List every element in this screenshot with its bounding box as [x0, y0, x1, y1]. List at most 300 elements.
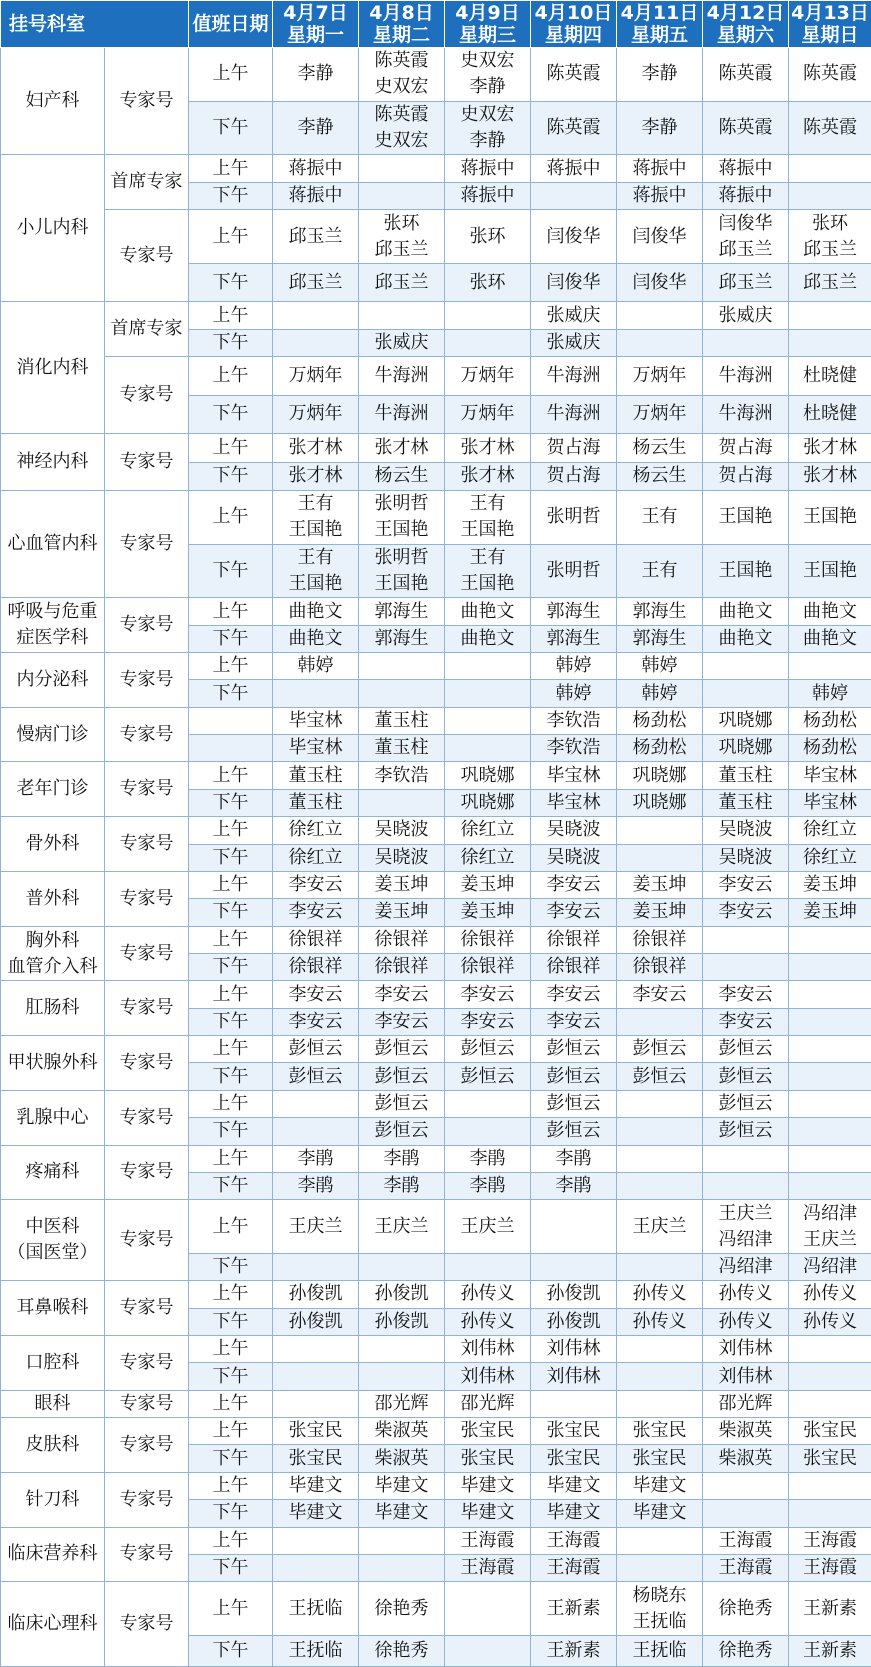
doctor-cell: 张明哲 — [531, 490, 617, 544]
doctor-cell: 杨云生 — [359, 462, 445, 490]
header-dept: 挂号科室 — [1, 1, 189, 48]
doctor-cell: 毕宝林 — [273, 735, 359, 762]
doctor-cell: 张宝民 — [531, 1445, 617, 1472]
doctor-cell: 邵光辉 — [359, 1390, 445, 1417]
doctor-cell — [273, 1554, 359, 1581]
table-row — [1, 1418, 871, 1445]
doctor-cell: 刘伟林 — [445, 1363, 531, 1390]
doctor-cell: 万炳年 — [445, 395, 531, 434]
doctor-cell — [617, 1090, 703, 1117]
doctor-cell: 毕建文 — [273, 1472, 359, 1499]
doctor-cell: 贺占海 — [703, 434, 789, 462]
doctor-cell: 王庆兰 冯绍津 — [703, 1200, 789, 1254]
registration-type: 专家号 — [105, 1281, 189, 1336]
doctor-cell: 杜晓健 — [789, 395, 871, 434]
registration-type: 专家号 — [105, 434, 189, 491]
department-name: 中医科 （国医堂） — [1, 1200, 105, 1281]
department-name: 普外科 — [1, 871, 105, 926]
doctor-cell: 李静 — [617, 48, 703, 102]
doctor-cell: 张宝民 — [789, 1445, 871, 1472]
doctor-cell: 柴淑英 — [359, 1418, 445, 1445]
registration-type: 专家号 — [105, 48, 189, 155]
doctor-cell: 彭恒云 — [703, 1118, 789, 1145]
doctor-cell — [789, 329, 871, 356]
doctor-cell — [445, 1118, 531, 1145]
header-day-date: 4月11日 — [620, 2, 699, 24]
doctor-cell: 牛海洲 — [359, 395, 445, 434]
period-label: 下午 — [189, 1008, 273, 1035]
doctor-cell: 张宝民 — [617, 1445, 703, 1472]
doctor-cell: 毕宝林 — [531, 762, 617, 789]
doctor-cell: 张宝民 — [789, 1418, 871, 1445]
doctor-cell: 郭海生 — [531, 598, 617, 625]
doctor-cell: 徐艳秀 — [703, 1582, 789, 1636]
doctor-cell: 曲艳文 — [273, 625, 359, 652]
doctor-cell: 李安云 — [703, 871, 789, 898]
table-row — [1, 210, 871, 264]
doctor-cell: 邵光辉 — [445, 1390, 531, 1417]
doctor-cell: 李安云 — [703, 981, 789, 1008]
doctor-cell — [703, 680, 789, 707]
registration-type: 专家号 — [105, 357, 189, 434]
doctor-cell: 毕建文 — [445, 1500, 531, 1527]
doctor-cell: 蒋振中 — [531, 155, 617, 182]
doctor-cell — [617, 817, 703, 844]
period-label: 下午 — [189, 1118, 273, 1145]
doctor-cell: 董玉柱 — [703, 789, 789, 816]
doctor-cell: 刘伟林 — [531, 1363, 617, 1390]
doctor-cell — [789, 302, 871, 329]
doctor-cell: 王庆兰 — [617, 1200, 703, 1254]
department-name: 乳腺中心 — [1, 1090, 105, 1145]
registration-type: 专家号 — [105, 871, 189, 926]
doctor-cell: 陈英霞 — [789, 48, 871, 102]
period-label: 下午 — [189, 789, 273, 816]
table-row — [1, 357, 871, 396]
department-name: 临床营养科 — [1, 1527, 105, 1582]
period-label: 上午 — [189, 1036, 273, 1063]
doctor-cell: 陈英霞 — [703, 101, 789, 155]
doctor-cell — [789, 182, 871, 209]
period-label: 上午 — [189, 1418, 273, 1445]
period-label: 上午 — [189, 210, 273, 264]
doctor-cell: 张明哲 王国艳 — [359, 490, 445, 544]
doctor-cell — [703, 1172, 789, 1199]
doctor-cell: 邱玉兰 — [359, 263, 445, 302]
doctor-cell: 李鹃 — [531, 1145, 617, 1172]
doctor-cell — [359, 302, 445, 329]
doctor-cell — [273, 1336, 359, 1363]
doctor-cell: 李钦浩 — [531, 707, 617, 734]
doctor-cell: 孙传义 — [703, 1281, 789, 1308]
doctor-cell — [703, 1472, 789, 1499]
period-label: 上午 — [189, 1336, 273, 1363]
table-row — [1, 1390, 871, 1417]
doctor-cell: 李安云 — [703, 899, 789, 926]
doctor-cell — [617, 1118, 703, 1145]
doctor-cell — [359, 182, 445, 209]
table-row — [1, 598, 871, 625]
doctor-cell: 姜玉坤 — [445, 899, 531, 926]
doctor-cell: 孙俊凯 — [359, 1281, 445, 1308]
doctor-cell — [445, 1582, 531, 1636]
doctor-cell — [617, 844, 703, 871]
doctor-cell: 陈英霞 — [789, 101, 871, 155]
doctor-cell: 徐红立 — [445, 817, 531, 844]
table-row — [1, 817, 871, 844]
registration-type: 专家号 — [105, 1418, 189, 1473]
doctor-cell — [273, 1527, 359, 1554]
doctor-cell — [359, 1554, 445, 1581]
doctor-cell: 张宝民 — [531, 1418, 617, 1445]
doctor-cell: 毕建文 — [531, 1472, 617, 1499]
doctor-cell — [273, 329, 359, 356]
header-day-weekday: 星期一 — [287, 24, 345, 46]
doctor-cell — [703, 926, 789, 953]
doctor-cell — [445, 329, 531, 356]
doctor-cell — [789, 1063, 871, 1090]
doctor-cell: 毕建文 — [617, 1500, 703, 1527]
period-label: 下午 — [189, 395, 273, 434]
period-label: 上午 — [189, 1145, 273, 1172]
doctor-cell: 徐红立 — [273, 817, 359, 844]
doctor-cell: 董玉柱 — [273, 762, 359, 789]
doctor-cell: 孙传义 — [789, 1308, 871, 1335]
registration-type: 专家号 — [105, 926, 189, 981]
period-label: 上午 — [189, 434, 273, 462]
doctor-cell: 王抚临 — [273, 1635, 359, 1666]
doctor-cell — [789, 1118, 871, 1145]
doctor-cell: 张宝民 — [273, 1445, 359, 1472]
doctor-cell: 彭恒云 — [273, 1036, 359, 1063]
doctor-cell: 韩婷 — [617, 680, 703, 707]
doctor-cell: 冯绍津 — [703, 1253, 789, 1280]
period-label: 下午 — [189, 1308, 273, 1335]
header-day-date: 4月7日 — [283, 2, 348, 24]
table-row — [1, 1200, 871, 1254]
period-label: 上午 — [189, 1527, 273, 1554]
doctor-cell: 牛海洲 — [703, 357, 789, 396]
doctor-cell: 张才林 — [789, 462, 871, 490]
period-label: 下午 — [189, 680, 273, 707]
doctor-cell: 王有 王国艳 — [273, 544, 359, 598]
doctor-cell: 万炳年 — [273, 395, 359, 434]
registration-type: 专家号 — [105, 817, 189, 872]
header-day-weekday: 星期四 — [545, 24, 603, 46]
doctor-cell — [789, 1336, 871, 1363]
doctor-cell: 冯绍津 — [789, 1253, 871, 1280]
doctor-cell — [445, 302, 531, 329]
doctor-cell: 郭海生 — [359, 625, 445, 652]
period-label: 上午 — [189, 1582, 273, 1636]
period-label: 下午 — [189, 954, 273, 981]
doctor-cell: 蒋振中 — [703, 182, 789, 209]
doctor-cell: 曲艳文 — [789, 625, 871, 652]
doctor-cell: 张环 邱玉兰 — [789, 210, 871, 264]
doctor-cell: 张才林 — [273, 434, 359, 462]
doctor-cell — [703, 653, 789, 680]
doctor-cell — [617, 302, 703, 329]
doctor-cell: 韩婷 — [273, 653, 359, 680]
registration-type: 专家号 — [105, 1472, 189, 1527]
period-label: 上午 — [189, 155, 273, 182]
doctor-cell: 万炳年 — [273, 357, 359, 396]
doctor-cell: 张明哲 — [531, 544, 617, 598]
doctor-cell: 冯绍津 王庆兰 — [789, 1200, 871, 1254]
doctor-cell: 牛海洲 — [531, 357, 617, 396]
period-label: 上午 — [189, 357, 273, 396]
doctor-cell: 杨劲松 — [617, 707, 703, 734]
doctor-cell — [617, 1008, 703, 1035]
doctor-cell: 彭恒云 — [359, 1090, 445, 1117]
doctor-cell: 巩晓娜 — [445, 789, 531, 816]
doctor-cell — [359, 789, 445, 816]
doctor-cell: 郭海生 — [359, 598, 445, 625]
doctor-cell: 王海霞 — [445, 1527, 531, 1554]
header-day-2 — [359, 1, 445, 48]
doctor-cell — [617, 1363, 703, 1390]
doctor-cell: 毕宝林 — [789, 762, 871, 789]
doctor-cell — [789, 1500, 871, 1527]
doctor-cell: 陈英霞 史双宏 — [359, 101, 445, 155]
period-label: 下午 — [189, 1554, 273, 1581]
doctor-cell — [617, 1253, 703, 1280]
doctor-cell — [617, 1336, 703, 1363]
doctor-cell: 邵光辉 — [703, 1390, 789, 1417]
doctor-cell — [617, 1390, 703, 1417]
header-day-3 — [445, 1, 531, 48]
header-day-date: 4月8日 — [369, 2, 434, 24]
header-day-4 — [531, 1, 617, 48]
doctor-cell: 张才林 — [789, 434, 871, 462]
doctor-cell: 彭恒云 — [273, 1063, 359, 1090]
doctor-cell — [273, 1090, 359, 1117]
doctor-cell — [359, 1527, 445, 1554]
doctor-cell — [273, 1253, 359, 1280]
table-row — [1, 48, 871, 102]
doctor-cell: 闫俊华 — [617, 263, 703, 302]
doctor-cell: 巩晓娜 — [445, 762, 531, 789]
doctor-cell: 彭恒云 — [617, 1036, 703, 1063]
doctor-cell: 毕建文 — [617, 1472, 703, 1499]
doctor-cell: 李钦浩 — [359, 762, 445, 789]
doctor-cell: 闫俊华 — [531, 263, 617, 302]
doctor-cell: 徐银祥 — [273, 926, 359, 953]
period-label: 下午 — [189, 1500, 273, 1527]
doctor-cell: 刘伟林 — [703, 1363, 789, 1390]
doctor-cell: 邱玉兰 — [703, 263, 789, 302]
registration-type: 专家号 — [105, 1036, 189, 1091]
doctor-cell: 曲艳文 — [273, 598, 359, 625]
doctor-cell — [789, 1036, 871, 1063]
doctor-cell: 巩晓娜 — [617, 789, 703, 816]
period-label: 下午 — [189, 1635, 273, 1666]
doctor-cell: 巩晓娜 — [703, 735, 789, 762]
registration-type: 专家号 — [105, 1200, 189, 1281]
table-row — [1, 490, 871, 544]
doctor-cell: 徐红立 — [789, 817, 871, 844]
doctor-cell: 李鹃 — [445, 1172, 531, 1199]
doctor-cell — [531, 1200, 617, 1254]
doctor-cell: 李安云 — [273, 981, 359, 1008]
doctor-cell: 李安云 — [531, 899, 617, 926]
doctor-cell: 王新素 — [531, 1635, 617, 1666]
doctor-cell: 贺占海 — [531, 434, 617, 462]
doctor-cell: 徐红立 — [789, 844, 871, 871]
doctor-cell: 牛海洲 — [703, 395, 789, 434]
doctor-cell — [273, 302, 359, 329]
doctor-cell: 李安云 — [617, 981, 703, 1008]
doctor-cell: 彭恒云 — [359, 1036, 445, 1063]
doctor-cell: 柴淑英 — [703, 1418, 789, 1445]
doctor-cell: 王海霞 — [531, 1527, 617, 1554]
period-label: 下午 — [189, 625, 273, 652]
period-label: 下午 — [189, 1063, 273, 1090]
registration-type: 专家号 — [105, 598, 189, 653]
doctor-cell: 张威庆 — [531, 302, 617, 329]
table-row — [1, 434, 871, 462]
department-name: 老年门诊 — [1, 762, 105, 817]
registration-type: 专家号 — [105, 1090, 189, 1145]
department-name: 内分泌科 — [1, 653, 105, 708]
doctor-cell: 郭海生 — [617, 625, 703, 652]
doctor-cell: 姜玉坤 — [359, 899, 445, 926]
doctor-cell: 邱玉兰 — [789, 263, 871, 302]
doctor-cell: 李鹃 — [445, 1145, 531, 1172]
doctor-cell: 毕建文 — [273, 1500, 359, 1527]
doctor-cell: 张宝民 — [445, 1418, 531, 1445]
doctor-cell: 万炳年 — [617, 395, 703, 434]
doctor-cell: 牛海洲 — [531, 395, 617, 434]
doctor-cell — [703, 1145, 789, 1172]
registration-type: 专家号 — [105, 1582, 189, 1667]
doctor-cell: 陈英霞 — [531, 101, 617, 155]
doctor-cell — [789, 1172, 871, 1199]
doctor-cell — [273, 1363, 359, 1390]
doctor-cell: 王国艳 — [789, 544, 871, 598]
header-day-7 — [789, 1, 871, 48]
department-name: 消化内科 — [1, 302, 105, 434]
department-name: 小儿内科 — [1, 155, 105, 302]
department-name: 肛肠科 — [1, 981, 105, 1036]
doctor-cell: 毕建文 — [445, 1472, 531, 1499]
doctor-cell: 张威庆 — [531, 329, 617, 356]
doctor-cell — [789, 1363, 871, 1390]
period-label: 上午 — [189, 817, 273, 844]
doctor-cell: 贺占海 — [531, 462, 617, 490]
doctor-cell: 万炳年 — [617, 357, 703, 396]
doctor-cell: 徐银祥 — [531, 954, 617, 981]
doctor-cell: 姜玉坤 — [789, 899, 871, 926]
period-label: 下午 — [189, 1445, 273, 1472]
doctor-cell: 张环 — [445, 263, 531, 302]
doctor-cell: 韩婷 — [531, 653, 617, 680]
doctor-cell — [789, 155, 871, 182]
doctor-cell: 蒋振中 — [617, 182, 703, 209]
period-label: 下午 — [189, 462, 273, 490]
table-row — [1, 1090, 871, 1117]
period-label: 下午 — [189, 899, 273, 926]
department-name: 耳鼻喉科 — [1, 1281, 105, 1336]
doctor-cell: 孙传义 — [617, 1308, 703, 1335]
doctor-cell: 彭恒云 — [531, 1063, 617, 1090]
doctor-cell: 李安云 — [359, 981, 445, 1008]
table-row — [1, 707, 871, 734]
registration-type: 专家号 — [105, 707, 189, 762]
department-name: 甲状腺外科 — [1, 1036, 105, 1091]
doctor-cell: 杨劲松 — [789, 735, 871, 762]
doctor-cell: 王海霞 — [531, 1554, 617, 1581]
registration-type: 首席专家 — [105, 155, 189, 210]
period-label: 下午 — [189, 544, 273, 598]
header-duty-date: 值班日期 — [189, 1, 273, 48]
doctor-cell: 王新素 — [789, 1635, 871, 1666]
doctor-cell: 牛海洲 — [359, 357, 445, 396]
doctor-cell: 吴晓波 — [531, 817, 617, 844]
doctor-cell: 徐艳秀 — [359, 1582, 445, 1636]
doctor-cell: 徐银祥 — [359, 954, 445, 981]
doctor-cell: 柴淑英 — [359, 1445, 445, 1472]
period-label: 上午 — [189, 490, 273, 544]
table-row — [1, 653, 871, 680]
doctor-cell: 王国艳 — [789, 490, 871, 544]
doctor-cell — [445, 1253, 531, 1280]
header-day-5 — [617, 1, 703, 48]
doctor-cell: 曲艳文 — [445, 625, 531, 652]
doctor-cell — [703, 954, 789, 981]
doctor-cell: 张才林 — [445, 462, 531, 490]
doctor-cell: 姜玉坤 — [359, 871, 445, 898]
doctor-cell: 王有 王国艳 — [445, 490, 531, 544]
doctor-cell: 蒋振中 — [273, 182, 359, 209]
header-row — [1, 1, 871, 48]
registration-type: 专家号 — [105, 210, 189, 302]
table-row — [1, 1281, 871, 1308]
department-name: 临床心理科 — [1, 1582, 105, 1667]
period-label: 上午 — [189, 598, 273, 625]
period-label: 上午 — [189, 1472, 273, 1499]
doctor-cell: 曲艳文 — [703, 598, 789, 625]
period-label: 上午 — [189, 1090, 273, 1117]
doctor-cell: 郭海生 — [531, 625, 617, 652]
table-row — [1, 871, 871, 898]
doctor-cell: 彭恒云 — [617, 1063, 703, 1090]
table-row — [1, 1472, 871, 1499]
doctor-cell: 巩晓娜 — [703, 707, 789, 734]
department-name: 骨外科 — [1, 817, 105, 872]
doctor-cell: 董玉柱 — [359, 707, 445, 734]
header-day-date: 4月10日 — [534, 2, 613, 24]
doctor-cell: 李安云 — [445, 981, 531, 1008]
doctor-cell: 王庆兰 — [273, 1200, 359, 1254]
doctor-cell: 曲艳文 — [445, 598, 531, 625]
doctor-cell: 王国艳 — [703, 490, 789, 544]
doctor-cell: 张宝民 — [617, 1418, 703, 1445]
doctor-cell: 王海霞 — [789, 1527, 871, 1554]
doctor-cell: 王有 — [617, 490, 703, 544]
doctor-cell — [703, 329, 789, 356]
period-label: 下午 — [189, 1172, 273, 1199]
period-label: 下午 — [189, 101, 273, 155]
doctor-cell: 彭恒云 — [703, 1036, 789, 1063]
doctor-cell: 邱玉兰 — [273, 263, 359, 302]
doctor-cell — [789, 1090, 871, 1117]
doctor-cell: 刘伟林 — [445, 1336, 531, 1363]
doctor-cell: 毕宝林 — [789, 789, 871, 816]
doctor-cell — [617, 1554, 703, 1581]
doctor-cell: 张宝民 — [445, 1445, 531, 1472]
doctor-cell: 李静 — [617, 101, 703, 155]
